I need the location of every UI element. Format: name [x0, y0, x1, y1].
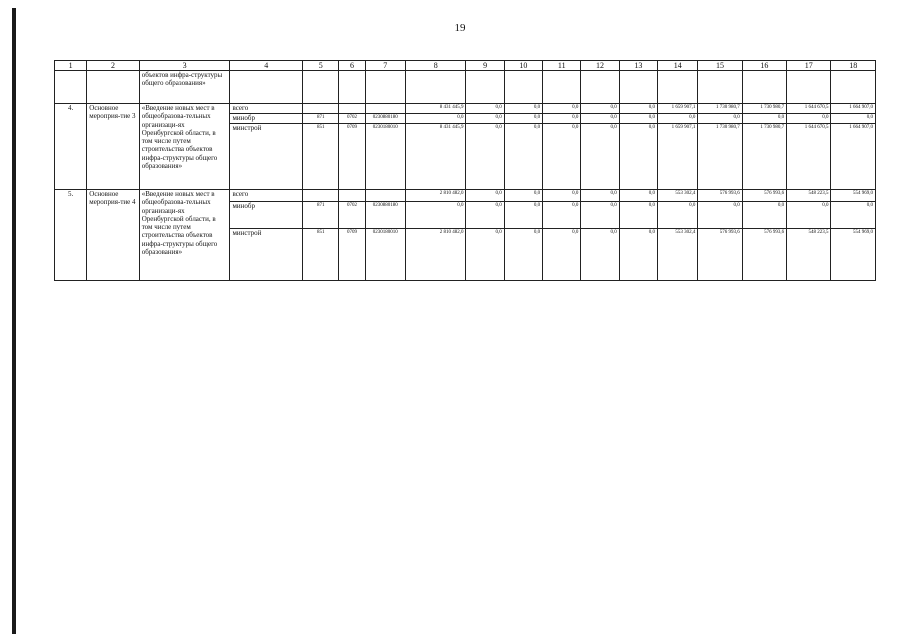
header-cell: 1	[55, 61, 87, 71]
amount-cell: 0,0	[581, 229, 619, 281]
header-cell: 18	[831, 61, 876, 71]
section-code-cell: 0702	[339, 202, 365, 229]
header-cell: 6	[339, 61, 365, 71]
header-cell: 10	[504, 61, 542, 71]
page-number: 19	[454, 22, 466, 34]
measure-name: Основное мероприя-тие 3	[87, 104, 139, 190]
amount-cell: 0,0	[581, 104, 619, 114]
measure-number: 5.	[55, 190, 87, 281]
agency-cell: минобр	[230, 202, 303, 229]
amount-cell: 0,0	[504, 124, 542, 190]
target-code-cell: 0230880180	[365, 202, 405, 229]
amount-cell: 0,0	[466, 114, 504, 124]
amount-cell: 0,0	[787, 202, 831, 229]
measure-name: Основное мероприя-тие 4	[87, 190, 139, 281]
amount-cell: 2 810 482,0	[405, 190, 466, 202]
agency-cell: минстрой	[230, 124, 303, 190]
amount-cell: 0,0	[504, 190, 542, 202]
amount-cell: 0,0	[658, 202, 698, 229]
header-cell: 5	[303, 61, 339, 71]
grbs-code-cell: 851	[303, 124, 339, 190]
amount-cell: 1 730 980,7	[742, 104, 786, 114]
amount-cell: 576 993,6	[742, 190, 786, 202]
amount-cell: 0,0	[742, 202, 786, 229]
amount-cell: 8 431 445,9	[405, 124, 466, 190]
amount-cell: 0,0	[466, 202, 504, 229]
header-cell: 7	[365, 61, 405, 71]
grbs-code-cell	[303, 190, 339, 202]
amount-cell: 0,0	[619, 190, 657, 202]
section-code-cell	[339, 104, 365, 114]
measure-number: 4.	[55, 104, 87, 190]
header-cell: 14	[658, 61, 698, 71]
measure-row	[55, 104, 876, 114]
amount-cell: 0,0	[742, 114, 786, 124]
measure-description: «Введение новых мест в общеобразова-тельных организаци-ях Оренбургской области, в том числе путем строительства объектов инфра-структуры общего образования»	[139, 104, 230, 190]
header-cell: 11	[543, 61, 581, 71]
amount-cell: 0,0	[543, 104, 581, 114]
amount-cell: 0,0	[405, 202, 466, 229]
amount-cell: 0,0	[581, 124, 619, 190]
amount-cell: 1 644 670,5	[787, 124, 831, 190]
amount-cell: 1 664 907,0	[831, 124, 876, 190]
amount-cell: 0,0	[619, 202, 657, 229]
carryover-description: объектов инфра-структуры общего образования»	[139, 71, 230, 104]
header-row	[55, 61, 876, 71]
amount-cell: 8 431 445,9	[405, 104, 466, 114]
amount-cell: 2 810 482,0	[405, 229, 466, 281]
measure-row	[55, 190, 876, 202]
agency-cell: всего	[230, 104, 303, 114]
amount-cell: 0,0	[698, 202, 742, 229]
amount-cell: 0,0	[466, 229, 504, 281]
amount-cell: 548 223,5	[787, 190, 831, 202]
amount-cell: 0,0	[504, 104, 542, 114]
amount-cell: 0,0	[619, 104, 657, 114]
target-code-cell: 0230880180	[365, 114, 405, 124]
amount-cell: 0,0	[831, 202, 876, 229]
target-code-cell	[365, 190, 405, 202]
amount-cell: 576 993,6	[698, 229, 742, 281]
amount-cell: 548 223,5	[787, 229, 831, 281]
amount-cell: 0,0	[543, 229, 581, 281]
amount-cell: 1 730 980,7	[742, 124, 786, 190]
binding-edge	[12, 8, 16, 634]
amount-cell: 0,0	[543, 124, 581, 190]
amount-cell: 0,0	[466, 190, 504, 202]
amount-cell: 0,0	[698, 114, 742, 124]
header-cell: 15	[698, 61, 742, 71]
measure-description: «Введение новых мест в общеобразова-тельных организаци-ях Оренбургской области, в том числе путем строительства объектов инфра-структуры общего образования»	[139, 190, 230, 281]
grbs-code-cell: 871	[303, 202, 339, 229]
header-cell: 9	[466, 61, 504, 71]
section-code-cell	[339, 190, 365, 202]
amount-cell: 0,0	[831, 114, 876, 124]
amount-cell: 0,0	[405, 114, 466, 124]
amount-cell: 554 969,0	[831, 229, 876, 281]
amount-cell: 554 969,0	[831, 190, 876, 202]
grbs-code-cell: 851	[303, 229, 339, 281]
amount-cell: 0,0	[619, 124, 657, 190]
amount-cell: 0,0	[466, 124, 504, 190]
header-cell: 3	[139, 61, 230, 71]
section-code-cell: 0709	[339, 124, 365, 190]
amount-cell: 0,0	[543, 190, 581, 202]
amount-cell: 1 644 670,5	[787, 104, 831, 114]
amount-cell: 576 993,6	[698, 190, 742, 202]
grbs-code-cell: 871	[303, 114, 339, 124]
amount-cell: 0,0	[787, 114, 831, 124]
grbs-code-cell	[303, 104, 339, 114]
amount-cell: 553 302,4	[658, 229, 698, 281]
program-measures-table	[54, 60, 876, 281]
header-cell: 12	[581, 61, 619, 71]
amount-cell: 0,0	[581, 202, 619, 229]
section-code-cell: 0709	[339, 229, 365, 281]
amount-cell: 0,0	[581, 190, 619, 202]
header-cell: 4	[230, 61, 303, 71]
agency-cell: всего	[230, 190, 303, 202]
amount-cell: 0,0	[543, 202, 581, 229]
amount-cell: 0,0	[619, 229, 657, 281]
amount-cell: 0,0	[543, 114, 581, 124]
amount-cell: 576 993,6	[742, 229, 786, 281]
header-cell: 16	[742, 61, 786, 71]
amount-cell: 1 664 907,0	[831, 104, 876, 114]
amount-cell: 0,0	[504, 202, 542, 229]
agency-cell: минстрой	[230, 229, 303, 281]
agency-cell: минобр	[230, 114, 303, 124]
target-code-cell	[365, 104, 405, 114]
amount-cell: 1 659 907,1	[658, 124, 698, 190]
header-cell: 13	[619, 61, 657, 71]
amount-cell: 1 730 980,7	[698, 124, 742, 190]
amount-cell: 0,0	[658, 114, 698, 124]
carryover-row	[55, 71, 876, 104]
header-cell: 17	[787, 61, 831, 71]
target-code-cell: 0230180010	[365, 124, 405, 190]
amount-cell: 0,0	[504, 114, 542, 124]
amount-cell: 1 659 907,1	[658, 104, 698, 114]
target-code-cell: 0230180010	[365, 229, 405, 281]
header-cell: 8	[405, 61, 466, 71]
amount-cell: 0,0	[466, 104, 504, 114]
amount-cell: 1 730 980,7	[698, 104, 742, 114]
header-cell: 2	[87, 61, 139, 71]
amount-cell: 0,0	[504, 229, 542, 281]
amount-cell: 0,0	[581, 114, 619, 124]
amount-cell: 0,0	[619, 114, 657, 124]
section-code-cell: 0702	[339, 114, 365, 124]
amount-cell: 553 302,4	[658, 190, 698, 202]
